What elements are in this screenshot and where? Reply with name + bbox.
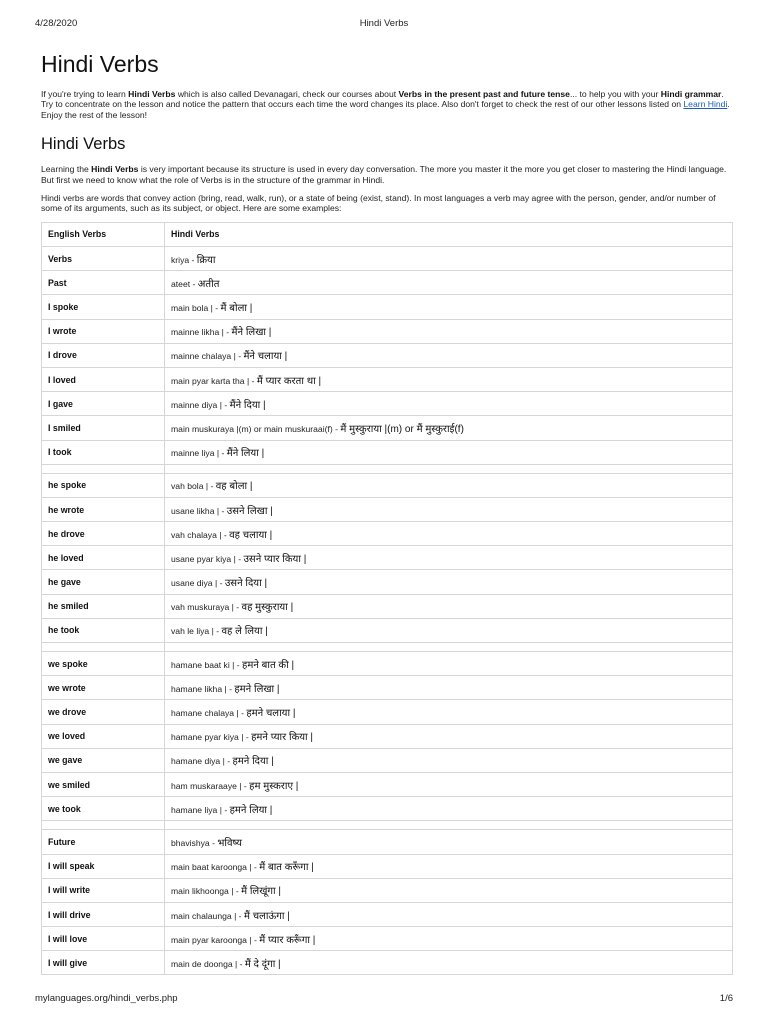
english-verb-cell: he gave xyxy=(42,570,165,594)
page-title: Hindi Verbs xyxy=(41,51,159,77)
transliteration: mainne chalaya | - xyxy=(171,351,244,362)
verbs-table-body xyxy=(42,247,733,975)
table-row xyxy=(42,416,733,440)
table-row xyxy=(42,271,733,295)
english-verb-cell: I took xyxy=(42,440,165,464)
devanagari-text: मैं बोला | xyxy=(220,303,253,314)
devanagari-text: वह मुस्कुराया | xyxy=(241,602,294,614)
hindi-verb-cell xyxy=(165,854,733,878)
devanagari-text: मैंने लिखा | xyxy=(231,327,272,339)
transliteration: mainne likha | - xyxy=(171,327,232,338)
table-row xyxy=(42,748,733,772)
hindi-verb-cell xyxy=(165,618,733,642)
table-row xyxy=(42,247,733,271)
intro-paragraph xyxy=(41,89,734,120)
table-row xyxy=(42,343,733,367)
devanagari-text: मैं बात करूँगा | xyxy=(259,862,314,874)
transliteration: hamane baat ki | - xyxy=(171,659,243,670)
hindi-verb-cell xyxy=(165,676,733,700)
paragraph-1 xyxy=(41,164,734,185)
english-verb-cell: he took xyxy=(42,618,165,642)
table-row xyxy=(42,392,733,416)
hindi-verb-cell xyxy=(165,797,733,821)
english-verb-cell: I will love xyxy=(42,927,165,951)
table-row xyxy=(42,570,733,594)
hindi-verb-cell xyxy=(165,772,733,796)
transliteration: vah chalaya | - xyxy=(171,529,230,540)
hindi-verb-cell xyxy=(165,927,733,951)
table-header-row xyxy=(42,222,733,246)
english-verb-cell: we smiled xyxy=(42,772,165,796)
hindi-verb-cell xyxy=(165,830,733,854)
english-verb-cell: I loved xyxy=(42,367,165,391)
table-row xyxy=(42,594,733,618)
devanagari-text: उसने दिया | xyxy=(224,578,268,590)
english-verb-cell: I will drive xyxy=(42,902,165,926)
transliteration: vah le liya | - xyxy=(171,626,222,637)
transliteration: main pyar karoonga | - xyxy=(171,934,260,945)
table-row xyxy=(42,440,733,464)
hindi-verb-cell xyxy=(165,951,733,975)
table-row xyxy=(42,652,733,676)
print-header xyxy=(0,18,768,32)
hindi-verb-cell xyxy=(165,522,733,546)
transliteration: hamane pyar kiya | - xyxy=(171,732,252,743)
english-verb-cell: he spoke xyxy=(42,473,165,497)
table-spacer-row xyxy=(42,643,733,652)
table-spacer-row xyxy=(42,821,733,830)
transliteration: mainne liya | - xyxy=(171,448,227,459)
english-verb-cell: Future xyxy=(42,830,165,854)
table-row xyxy=(42,772,733,796)
english-verb-cell: he loved xyxy=(42,546,165,570)
devanagari-text: भविष्य xyxy=(217,837,242,849)
spacer-cell xyxy=(165,464,733,473)
english-verb-cell: I gave xyxy=(42,392,165,416)
hindi-verb-cell xyxy=(165,247,733,271)
transliteration: vah bola | - xyxy=(171,481,216,492)
table-row xyxy=(42,473,733,497)
devanagari-text: मैंने लिया | xyxy=(226,448,265,460)
intro-text-1: If you're trying to learn xyxy=(41,89,129,99)
transliteration: hamane chalaya | - xyxy=(171,708,247,718)
transliteration: ateet - xyxy=(171,278,198,289)
hindi-verb-cell xyxy=(165,473,733,497)
para1-text-2: is very important because its structure is used in every day conversation. The more you master it the more you get closer to mastering the Hindi language. But first we need to know what the role of Verbs is in the structure of the grammar in Hindi. xyxy=(41,164,727,185)
devanagari-text: मैंने चलाया | xyxy=(243,351,288,363)
devanagari-text: हमने प्यार किया | xyxy=(251,732,314,744)
hindi-verb-cell xyxy=(165,546,733,570)
devanagari-text: मैं लिखूंगा | xyxy=(241,886,281,898)
devanagari-text: मैंने दिया | xyxy=(229,399,266,411)
english-verb-cell: I will write xyxy=(42,878,165,902)
hindi-verb-cell xyxy=(165,748,733,772)
intro-text-3: ... to help you with your xyxy=(569,89,661,99)
table-row xyxy=(42,295,733,319)
devanagari-text: उसने लिखा | xyxy=(226,505,273,517)
transliteration: bhavishya - xyxy=(171,837,218,848)
devanagari-text: हमने बात की | xyxy=(242,659,295,671)
header-hindi-verbs: Hindi Verbs xyxy=(165,222,733,246)
table-row xyxy=(42,546,733,570)
transliteration: vah muskuraya | - xyxy=(171,602,242,613)
intro-bold-2: Verbs in the present past and future tense xyxy=(398,89,570,99)
english-verb-cell: I will give xyxy=(42,951,165,975)
intro-bold-1: Hindi Verbs xyxy=(128,89,176,99)
intro-text-2: which is also called Devanagari, check our courses about xyxy=(175,89,399,99)
transliteration: main baat karoonga | - xyxy=(171,862,260,873)
spacer-cell xyxy=(165,821,733,830)
hindi-verb-cell xyxy=(165,570,733,594)
hindi-verb-cell xyxy=(165,902,733,926)
table-row xyxy=(42,854,733,878)
table-row xyxy=(42,319,733,343)
section-title: Hindi Verbs xyxy=(41,135,126,154)
hindi-verb-cell xyxy=(165,271,733,295)
table-row xyxy=(42,522,733,546)
devanagari-text: मैं दे दूंगा | xyxy=(244,958,281,970)
transliteration: hamane likha | - xyxy=(171,683,235,694)
table-row xyxy=(42,700,733,724)
transliteration: usane likha | - xyxy=(171,505,227,516)
table-row xyxy=(42,878,733,902)
devanagari-text: हमने दिया | xyxy=(232,756,274,768)
table-row xyxy=(42,497,733,521)
devanagari-text: मैं प्यार करूँगा | xyxy=(259,934,316,946)
hindi-verb-cell xyxy=(165,392,733,416)
learn-hindi-link[interactable]: Learn Hindi xyxy=(683,99,728,110)
hindi-verb-cell xyxy=(165,319,733,343)
transliteration: hamane diya | - xyxy=(171,756,233,767)
english-verb-cell: we loved xyxy=(42,724,165,748)
transliteration: main chalaunga | - xyxy=(171,910,244,921)
devanagari-text: वह बोला | xyxy=(215,481,253,493)
hindi-verb-cell xyxy=(165,878,733,902)
english-verb-cell: I wrote xyxy=(42,319,165,343)
hindi-verb-cell xyxy=(165,295,733,319)
table-row xyxy=(42,902,733,926)
devanagari-text: हमने लिखा | xyxy=(234,683,280,695)
devanagari-text: हमने लिया | xyxy=(229,804,273,816)
english-verb-cell: I will speak xyxy=(42,854,165,878)
english-verb-cell: we gave xyxy=(42,748,165,772)
table-row xyxy=(42,951,733,975)
transliteration: main muskuraya |(m) or main muskuraai(f) - xyxy=(171,423,341,434)
hindi-verb-cell xyxy=(165,440,733,464)
devanagari-text: वह चलाया | xyxy=(229,529,273,541)
verbs-table xyxy=(41,222,733,976)
devanagari-text: वह ले लिया | xyxy=(221,626,268,638)
english-verb-cell: he wrote xyxy=(42,497,165,521)
transliteration: main likhoonga | - xyxy=(171,886,242,897)
intro-bold-3: Hindi grammar xyxy=(660,89,722,99)
transliteration: usane pyar kiya | - xyxy=(171,553,244,564)
para1-bold: Hindi Verbs xyxy=(91,164,139,175)
english-verb-cell: we took xyxy=(42,797,165,821)
table-row xyxy=(42,724,733,748)
hindi-verb-cell xyxy=(165,343,733,367)
devanagari-text: मैं प्यार करता था | xyxy=(256,375,322,387)
english-verb-cell: we drove xyxy=(42,700,165,724)
english-verb-cell: I smiled xyxy=(42,416,165,440)
transliteration: main pyar karta tha | - xyxy=(171,375,257,386)
table-row xyxy=(42,927,733,951)
devanagari-text: क्रिया xyxy=(196,254,216,266)
table-row xyxy=(42,367,733,391)
devanagari-text: मैं चलाऊंगा | xyxy=(243,910,290,922)
devanagari-text: उसने प्यार किया | xyxy=(243,553,307,565)
para1-text-1: Learning the xyxy=(41,164,92,175)
transliteration: usane diya | - xyxy=(171,578,225,589)
table-row xyxy=(42,830,733,854)
print-title: Hindi Verbs xyxy=(359,18,409,29)
transliteration: kriya - xyxy=(171,254,197,265)
english-verb-cell: he drove xyxy=(42,522,165,546)
page-number: 1/6 xyxy=(719,993,733,1004)
devanagari-text: मैं मुस्कुराया |(m) or मैं मुस्कुराई(f) xyxy=(340,423,464,435)
transliteration: main bola | - xyxy=(171,303,221,313)
spacer-cell xyxy=(42,464,165,473)
english-verb-cell: we wrote xyxy=(42,676,165,700)
table-row xyxy=(42,618,733,642)
print-date: 4/28/2020 xyxy=(35,18,78,29)
header-english-verbs: English Verbs xyxy=(42,222,165,246)
hindi-verb-cell xyxy=(165,416,733,440)
devanagari-text: हम मुस्कराए | xyxy=(249,780,299,792)
transliteration: hamane liya | - xyxy=(171,804,230,815)
english-verb-cell: I spoke xyxy=(42,295,165,319)
table-spacer-row xyxy=(42,464,733,473)
intro-text-5: . Enjoy the rest of the lesson! xyxy=(41,99,730,120)
table-row xyxy=(42,676,733,700)
spacer-cell xyxy=(165,643,733,652)
hindi-verb-cell xyxy=(165,652,733,676)
hindi-verb-cell xyxy=(165,497,733,521)
table-row xyxy=(42,797,733,821)
print-url: mylanguages.org/hindi_verbs.php xyxy=(35,993,178,1004)
paragraph-2: Hindi verbs are words that convey action (bring, read, walk, run), or a state of being (exist, stand). In most languages a verb may agree with the person, gender, and/or number of some of its arguments, such as its subject, or object. Here are some examples: xyxy=(41,193,716,214)
transliteration: ham muskaraaye | - xyxy=(171,780,250,791)
hindi-verb-cell xyxy=(165,367,733,391)
transliteration: main de doonga | - xyxy=(171,958,245,969)
page-content xyxy=(41,50,734,975)
hindi-verb-cell xyxy=(165,724,733,748)
transliteration: mainne diya | - xyxy=(171,399,230,410)
hindi-verb-cell xyxy=(165,594,733,618)
spacer-cell xyxy=(42,821,165,830)
english-verb-cell: I drove xyxy=(42,343,165,367)
intro-text-4: . Try to concentrate on the lesson and notice the pattern that occurs each time the word changes its place. Also don't forget to check the rest of our other lessons listed on xyxy=(41,89,724,110)
english-verb-cell: he smiled xyxy=(42,594,165,618)
devanagari-text: अतीत xyxy=(197,278,220,290)
english-verb-cell: Past xyxy=(42,271,165,295)
spacer-cell xyxy=(42,643,165,652)
english-verb-cell: we spoke xyxy=(42,652,165,676)
devanagari-text: हमने चलाया | xyxy=(246,708,296,719)
hindi-verb-cell xyxy=(165,700,733,724)
english-verb-cell: Verbs xyxy=(42,247,165,271)
print-footer xyxy=(0,993,768,1007)
